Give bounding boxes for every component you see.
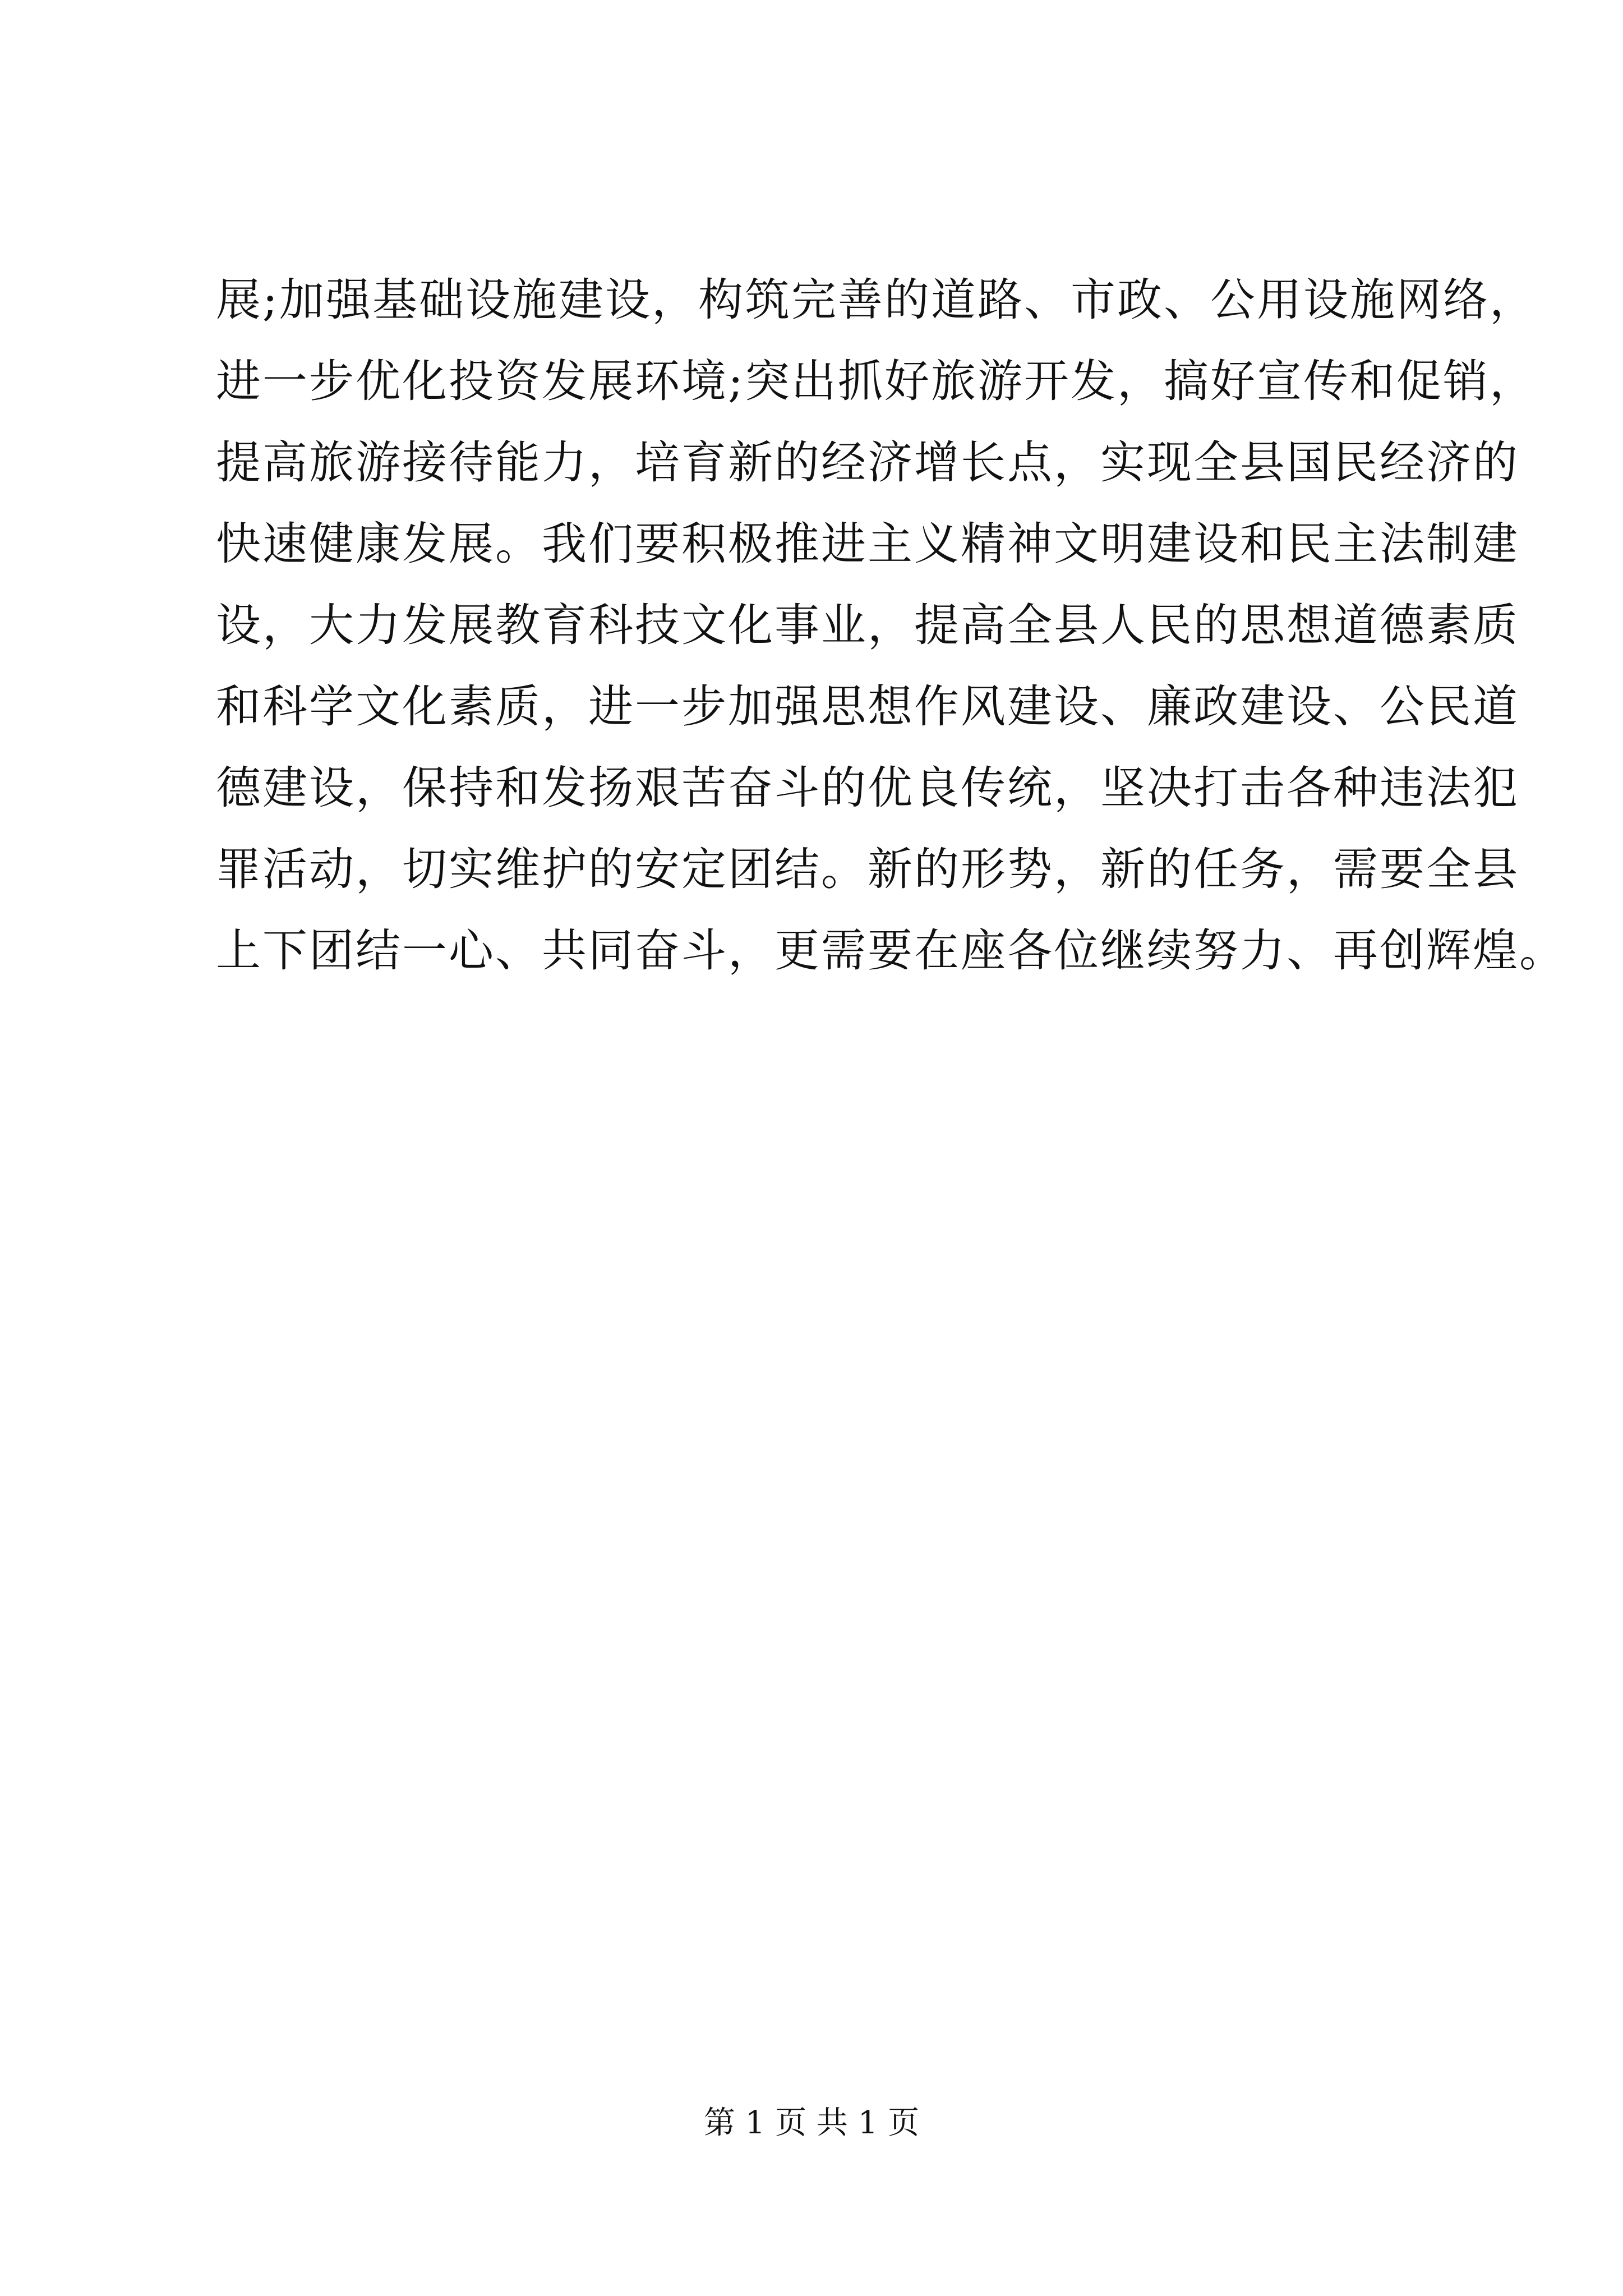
text-line: 设，大力发展教育科技文化事业，提高全县人民的思想道德素质	[216, 599, 1519, 651]
text-line: 罪活动，切实维护的安定团结。新的形势，新的任务，需要全县	[216, 843, 1519, 895]
text-line: 上下团结一心、共同奋斗，更需要在座各位继续努力、再创辉煌。	[216, 924, 1566, 977]
text-line: 展;加强基础设施建设，构筑完善的道路、市政、公用设施网络，	[216, 274, 1536, 326]
text-line: 进一步优化投资发展环境;突出抓好旅游开发，搞好宣传和促销，	[216, 355, 1536, 407]
text-line: 和科学文化素质，进一步加强思想作风建设、廉政建设、公民道	[216, 680, 1519, 733]
body-paragraph	[216, 259, 1566, 991]
page-footer	[0, 2101, 1623, 2146]
text-line: 德建设，保持和发扬艰苦奋斗的优良传统，坚决打击各种违法犯	[216, 762, 1519, 814]
text-line: 提高旅游接待能力，培育新的经济增长点，实现全县国民经济的	[216, 436, 1519, 489]
page-indicator: 第 1 页 共 1 页	[703, 2105, 920, 2141]
text-line: 快速健康发展。我们要积极推进主义精神文明建设和民主法制建	[216, 518, 1519, 570]
